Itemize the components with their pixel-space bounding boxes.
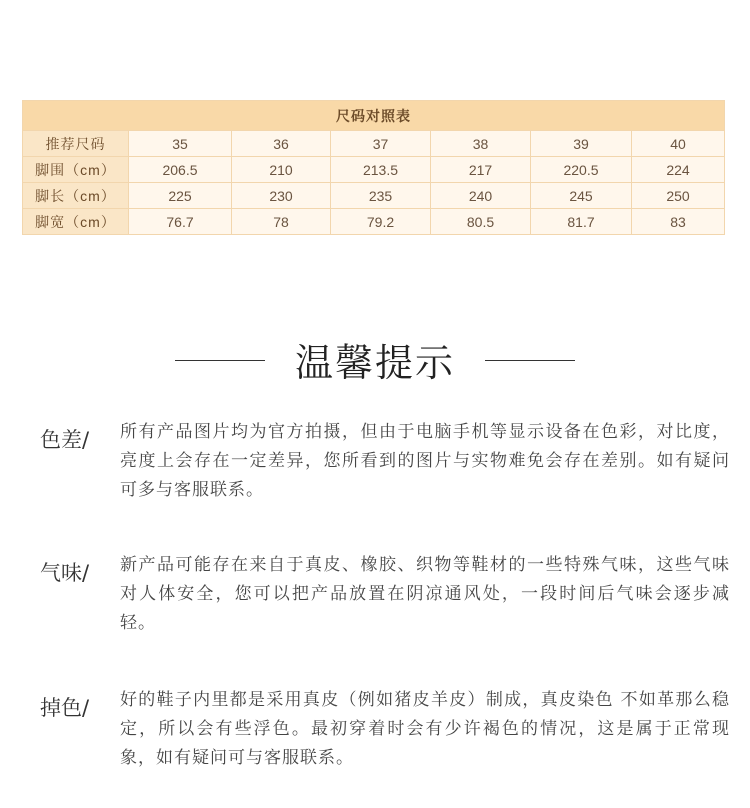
table-cell: 225 [129, 183, 232, 209]
table-cell: 76.7 [129, 209, 232, 235]
table-cell: 235 [331, 183, 431, 209]
table-cell: 37 [331, 131, 431, 157]
tip-label: 掉色/ [40, 696, 90, 720]
table-cell: 224 [632, 157, 725, 183]
table-cell: 35 [129, 131, 232, 157]
tip-text: 好的鞋子内里都是采用真皮（例如猪皮羊皮）制成，真皮染色 不如革那么稳定，所以会有些浮色。最初穿着时会有少许褐色的情况，这是属于正常现象，如有疑问可与客服联系。 [120, 690, 730, 768]
table-row [23, 131, 725, 157]
table-cell: 78 [232, 209, 331, 235]
table-cell: 210 [232, 157, 331, 183]
table-cell: 79.2 [331, 209, 431, 235]
table-cell: 213.5 [331, 157, 431, 183]
tip-label: 色差/ [40, 428, 90, 452]
tip-text: 所有产品图片均为官方拍摄，但由于电脑手机等显示设备在色彩，对比度，亮度上会存在一定差异，您所看到的图片与实物难免会存在差别。如有疑问可多与客服联系。 [120, 422, 730, 500]
table-cell: 83 [632, 209, 725, 235]
table-cell: 36 [232, 131, 331, 157]
table-cell: 220.5 [531, 157, 632, 183]
tip-text: 新产品可能存在来自于真皮、橡胶、织物等鞋材的一些特殊气味，这些气味对人体安全，您可以把产品放置在阴凉通风处，一段时间后气味会逐步减轻。 [120, 555, 730, 633]
table-row [23, 157, 725, 183]
table-cell: 80.5 [431, 209, 531, 235]
table-cell: 230 [232, 183, 331, 209]
row-header: 脚长（cm） [23, 183, 129, 209]
row-header: 脚围（cm） [23, 157, 129, 183]
table-cell: 40 [632, 131, 725, 157]
table-cell: 38 [431, 131, 531, 157]
divider-left [175, 360, 265, 361]
table-row [23, 183, 725, 209]
table-cell: 39 [531, 131, 632, 157]
table-cell: 240 [431, 183, 531, 209]
table-cell: 245 [531, 183, 632, 209]
size-chart-title-row [23, 101, 725, 131]
row-header: 推荐尺码 [23, 131, 129, 157]
table-row [23, 209, 725, 235]
table-cell: 250 [632, 183, 725, 209]
tips-title: 温馨提示 [294, 341, 455, 385]
tips-header [0, 332, 750, 392]
table-cell: 206.5 [129, 157, 232, 183]
size-chart-title: 尺码对照表 [23, 101, 725, 131]
table-cell: 81.7 [531, 209, 632, 235]
table-cell: 217 [431, 157, 531, 183]
divider-right [485, 360, 575, 361]
row-header: 脚宽（cm） [23, 209, 129, 235]
size-chart-table [22, 100, 725, 235]
tip-label: 气味/ [40, 561, 90, 585]
